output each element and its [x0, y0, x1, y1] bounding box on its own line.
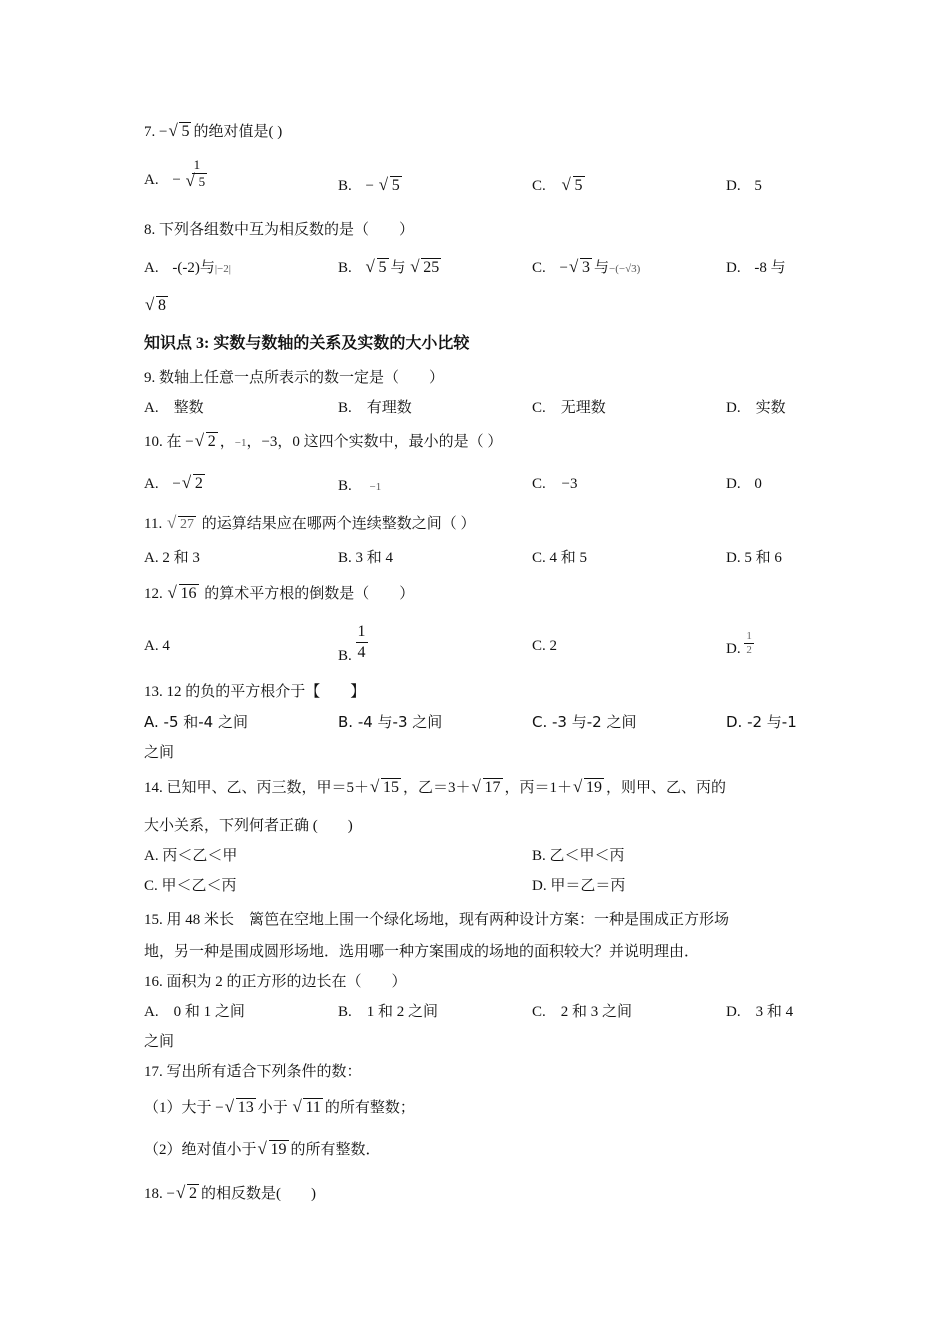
option-value: −3 [561, 476, 578, 492]
option-label: C. [532, 476, 546, 492]
q8-option-c [532, 258, 640, 279]
minus-sign: − [172, 172, 181, 188]
q11-option-c: C. 4 和 5 [532, 550, 588, 566]
option-label: B. [338, 478, 352, 494]
radicand: 27 [179, 517, 194, 532]
option-label: A. [144, 260, 159, 276]
sqrt-symbol [145, 296, 168, 316]
q14-text-mid: ，乙＝3＋ [403, 780, 471, 796]
q8-option-b [338, 258, 443, 278]
q16-option-d: D. 3 和 4 [726, 1004, 794, 1020]
q13-option-d-continued: 之间 [144, 743, 175, 761]
radicand: 15 [383, 779, 400, 796]
sqrt-symbol [167, 514, 196, 535]
q14-text-end: ，则甲、乙、丙的 [606, 780, 727, 796]
q8-option-d-continued [144, 296, 170, 316]
q18-text-start: 18. − [144, 1186, 175, 1202]
radicand: 13 [237, 1099, 254, 1116]
connector: 与 [593, 260, 609, 276]
radicand: 16 [180, 585, 197, 602]
question-17-part2 [144, 1140, 381, 1160]
part1-text-mid: 小于 [257, 1100, 288, 1116]
question-18 [144, 1184, 316, 1204]
radicand: 8 [158, 297, 166, 314]
q10-option-d [726, 474, 762, 494]
q7-option-c [532, 176, 587, 196]
fraction [744, 630, 754, 657]
q14-text-start: 14. 已知甲、乙、丙三数，甲＝5＋ [144, 780, 370, 796]
sqrt-symbol [573, 778, 604, 798]
option-label: C. [532, 178, 546, 194]
q16-option-b: B. 1 和 2 之间 [338, 1004, 439, 1020]
q12-number: 12. [144, 586, 163, 602]
sqrt-symbol [292, 1098, 322, 1118]
sqrt-symbol [225, 1098, 256, 1118]
sqrt-symbol [366, 258, 389, 278]
sqrt-symbol [379, 176, 402, 196]
q8-option-a [144, 258, 231, 279]
section-heading: 知识点 3: 实数与数轴的关系及实数的大小比较 [144, 335, 470, 352]
q13-option-c: C. -3 与-2 之间 [532, 713, 637, 731]
q11-number: 11. [144, 516, 163, 532]
radicand: 2 [194, 475, 203, 492]
question-13: 13. 12 的负的平方根介于【 】 [144, 684, 366, 700]
q11-option-b: B. 3 和 4 [338, 550, 394, 566]
q8-option-d [726, 258, 786, 278]
part1-text-start: （1）大于 − [144, 1100, 224, 1116]
option-value: −1 [369, 481, 382, 493]
q10-text-start: 10. 在 − [144, 434, 194, 450]
radicand: 5 [391, 177, 400, 194]
denominator: 4 [357, 644, 366, 661]
radicand: 5 [574, 177, 583, 194]
option-label: B. [338, 647, 352, 664]
option-label: D. [726, 476, 741, 492]
q9-option-c: C. 无理数 [532, 400, 606, 416]
q14-option-c: C. 甲＜乙＜丙 [144, 878, 237, 894]
q18-text-end: 的相反数是( ) [200, 1186, 316, 1202]
q11-text: 的运算结果应在哪两个连续整数之间（ ） [201, 516, 476, 532]
q14-text-mid: ，丙＝1＋ [504, 780, 573, 796]
sqrt-symbol [258, 1140, 289, 1160]
q16-option-a: A. 0 和 1 之间 [144, 1004, 245, 1020]
q7-number: 7. − [144, 124, 168, 140]
q12-option-c: C. 2 [532, 638, 558, 654]
option-text: -(-2)与 [172, 260, 215, 276]
question-7 [144, 122, 282, 142]
question-12 [144, 584, 414, 604]
q12-text: 的算术平方根的倒数是（ ） [204, 586, 415, 602]
question-11 [144, 514, 475, 535]
separator: ， [219, 434, 235, 450]
question-17-part1 [144, 1098, 415, 1118]
q7-option-d [726, 176, 762, 196]
minus-sign: − [559, 260, 568, 276]
q7-option-b [338, 176, 404, 196]
option-label: D. [726, 640, 741, 657]
radicand: 3 [581, 259, 590, 276]
radicand: 2 [207, 433, 216, 450]
absolute-value: |−2| [214, 263, 231, 275]
radicand: 5 [378, 259, 387, 276]
sqrt-symbol [182, 474, 205, 494]
q16-option-c: C. 2 和 3 之间 [532, 1004, 633, 1020]
minus-sign: − [172, 476, 181, 492]
expression: −(−√3) [609, 263, 641, 275]
radicand: 11 [305, 1099, 321, 1116]
sqrt-symbol [168, 584, 199, 604]
q10-text-end: ，−3，0 这四个实数中，最小的是（ ） [246, 434, 503, 450]
q16-option-d-continued: 之间 [144, 1034, 175, 1050]
denominator [186, 174, 208, 190]
q7-radicand: 5 [181, 123, 190, 140]
q13-option-d: D. -2 与-1 [726, 713, 797, 731]
sqrt-symbol [410, 258, 441, 278]
radicand: 25 [423, 259, 440, 276]
radicand: 5 [198, 174, 206, 190]
question-15-line2: 地，另一种是围成圆形场地．选用哪一种方案围成的场地的面积较大？并说明理由． [144, 944, 700, 960]
option-label: D. [726, 178, 741, 194]
numerator: 1 [193, 157, 201, 173]
option-value: 5 [754, 178, 762, 194]
q7-option-a [144, 157, 209, 190]
q12-option-a: A. 4 [144, 638, 170, 654]
q11-option-a: A. 2 和 3 [144, 550, 200, 566]
sqrt-symbol [176, 1184, 199, 1204]
option-label: A. [144, 172, 159, 188]
sqrt-symbol [195, 432, 218, 452]
part2-text-end: 的所有整数． [290, 1142, 381, 1158]
radicand: 2 [188, 1185, 197, 1202]
question-15-line1: 15. 用 48 米长 篱笆在空地上围一个绿化场地，现有两种设计方案：一种是围成正方形场 [144, 912, 730, 928]
sqrt-symbol [370, 778, 401, 798]
fraction [356, 622, 368, 663]
question-17: 17. 写出所有适合下列条件的数： [144, 1064, 362, 1080]
q10-option-a [144, 474, 207, 494]
q13-option-b: B. -4 与-3 之间 [338, 713, 443, 731]
q9-option-a: A. 整数 [144, 400, 204, 416]
q10-option-c [532, 474, 577, 494]
denominator: 2 [746, 644, 752, 656]
connector: 与 [390, 260, 406, 276]
value-neg-one: −1 [234, 437, 247, 449]
q10-option-b [338, 476, 381, 497]
question-14-line2: 大小关系，下列何者正确 ( ) [144, 818, 353, 834]
question-16: 16. 面积为 2 的正方形的边长在（ ） [144, 974, 407, 990]
part1-text-end: 的所有整数； [324, 1100, 415, 1116]
question-9: 9. 数轴上任意一点所表示的数一定是（ ） [144, 370, 445, 386]
q14-option-a: A. 丙＜乙＜甲 [144, 848, 238, 864]
q14-option-d: D. 甲＝乙＝丙 [532, 878, 626, 894]
minus-sign: − [365, 178, 374, 194]
option-label: A. [144, 476, 159, 492]
option-label: B. [338, 260, 352, 276]
fraction [185, 157, 210, 190]
numerator: 1 [746, 630, 752, 642]
q9-option-d: D. 实数 [726, 400, 786, 416]
q13-option-a: A. -5 和-4 之间 [144, 713, 248, 731]
q7-text: 的绝对值是( ) [193, 124, 283, 140]
part2-text-start: （2）绝对值小于 [144, 1142, 257, 1158]
option-label: C. [532, 260, 546, 276]
q11-option-d: D. 5 和 6 [726, 550, 782, 566]
q12-option-b [338, 622, 368, 663]
sqrt-symbol [472, 778, 503, 798]
radicand: 19 [586, 779, 603, 796]
q9-option-b: B. 有理数 [338, 400, 412, 416]
question-8: 8. 下列各组数中互为相反数的是（ ） [144, 222, 415, 238]
q12-option-d [726, 630, 754, 657]
option-text: -8 与 [754, 260, 786, 276]
q14-option-b: B. 乙＜甲＜丙 [532, 848, 625, 864]
option-label: B. [338, 178, 352, 194]
sqrt-symbol [168, 122, 191, 142]
sqrt-symbol [562, 176, 585, 196]
question-14 [144, 778, 726, 798]
option-label: D. [726, 260, 741, 276]
numerator: 1 [356, 622, 368, 643]
option-value: 0 [754, 476, 762, 492]
radicand: 17 [484, 779, 501, 796]
radicand: 19 [270, 1141, 287, 1158]
sqrt-symbol [569, 258, 592, 278]
question-10 [144, 432, 502, 453]
